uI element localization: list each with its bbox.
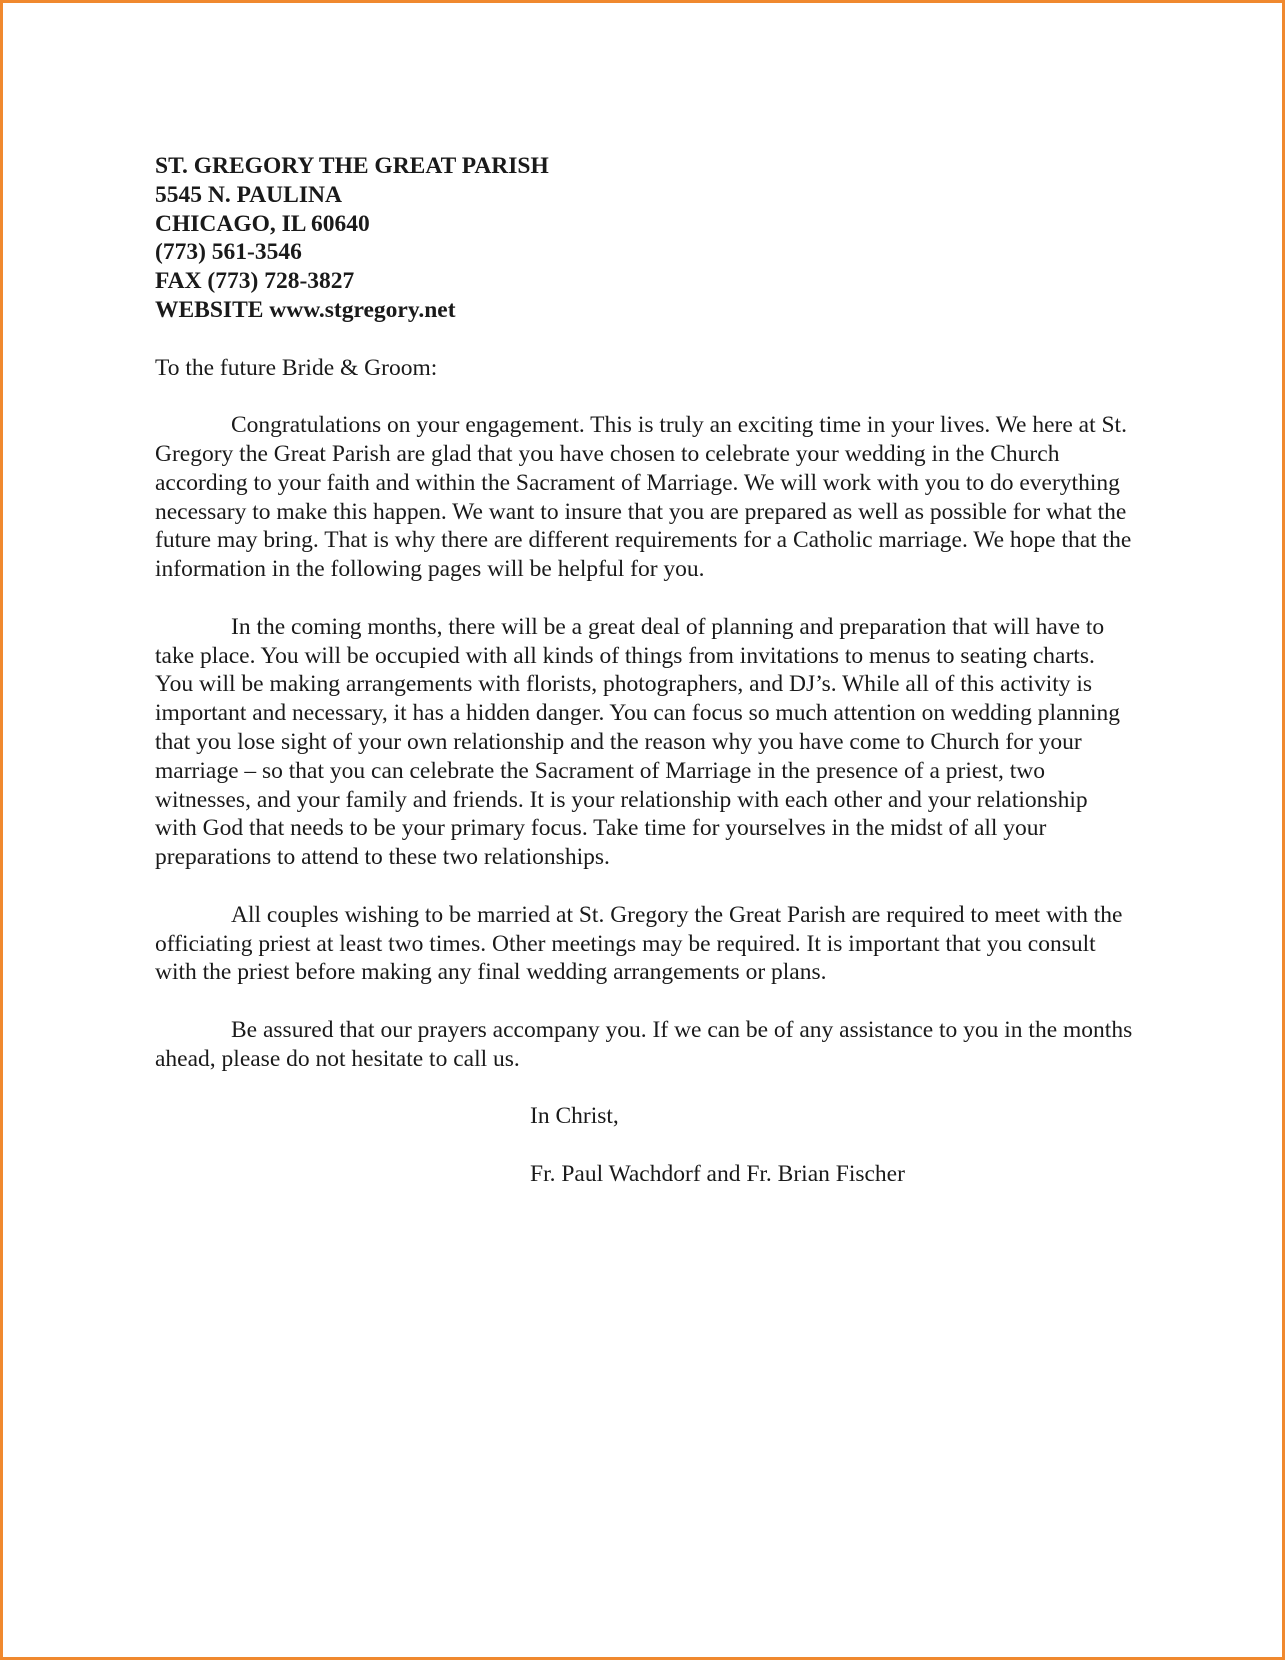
parish-fax: FAX (773) 728-3827 <box>155 268 355 295</box>
parish-phone: (773) 561-3546 <box>155 239 302 266</box>
paragraph-requirements: All couples wishing to be married at St. Gregory the Great Parish are required to meet with the officiating priest at least two times. Other meetings may be required. It is important that you consult with the priest before making any final wedding arrangements or plans. <box>155 901 1123 986</box>
parish-name: ST. GREGORY THE GREAT PARISH <box>155 153 549 179</box>
paragraph-planning: In the coming months, there will be a great deal of planning and preparation that will have to take place. You will be occupied with all kinds of things from invitations to menus to seating charts. You will be making arrangements with florists, photographers, and DJ’s. While all of this activity is important and necessary, it has a hidden danger. You can focus so much attention on wedding planning that you lose sight of your own relationship and the reason why you have come to Church for your marriage – so that you can celebrate the Sacrament of Marriage in the presence of a priest, two witnesses, and your family and friends. It is your relationship with each other and your relationship with God that needs to be your primary focus. Take time for yourselves in the midst of all your preparations to attend to these two relationships. <box>155 613 1121 871</box>
paragraph-congratulations: Congratulations on your engagement. This is truly an exciting time in your lives. We here at St. Gregory the Great Parish are glad that you have chosen to celebrate your wedding in the Church according to your faith and within the Sacrament of Marriage. We will work with you to do everything necessary to make this happen. We want to insure that you are prepared as well as possible for what the future may bring. That is why there are different requirements for a Catholic marriage. We hope that the information in the following pages will be helpful for you. <box>155 412 1132 583</box>
signature: Fr. Paul Wachdorf and Fr. Brian Fischer <box>530 1160 905 1187</box>
parish-street: 5545 N. PAULINA <box>155 181 342 208</box>
letter-document <box>155 152 1135 1189</box>
closing: In Christ, <box>530 1103 619 1130</box>
letterhead <box>155 152 1135 325</box>
parish-website: WEBSITE www.stgregory.net <box>155 296 456 323</box>
paragraph-prayers: Be assured that our prayers accompany you. If we can be of any assistance to you in the months ahead, please do not hesitate to call us. <box>155 1016 1133 1072</box>
salutation: To the future Bride & Groom: <box>155 354 438 381</box>
parish-city: CHICAGO, IL 60640 <box>155 210 370 237</box>
